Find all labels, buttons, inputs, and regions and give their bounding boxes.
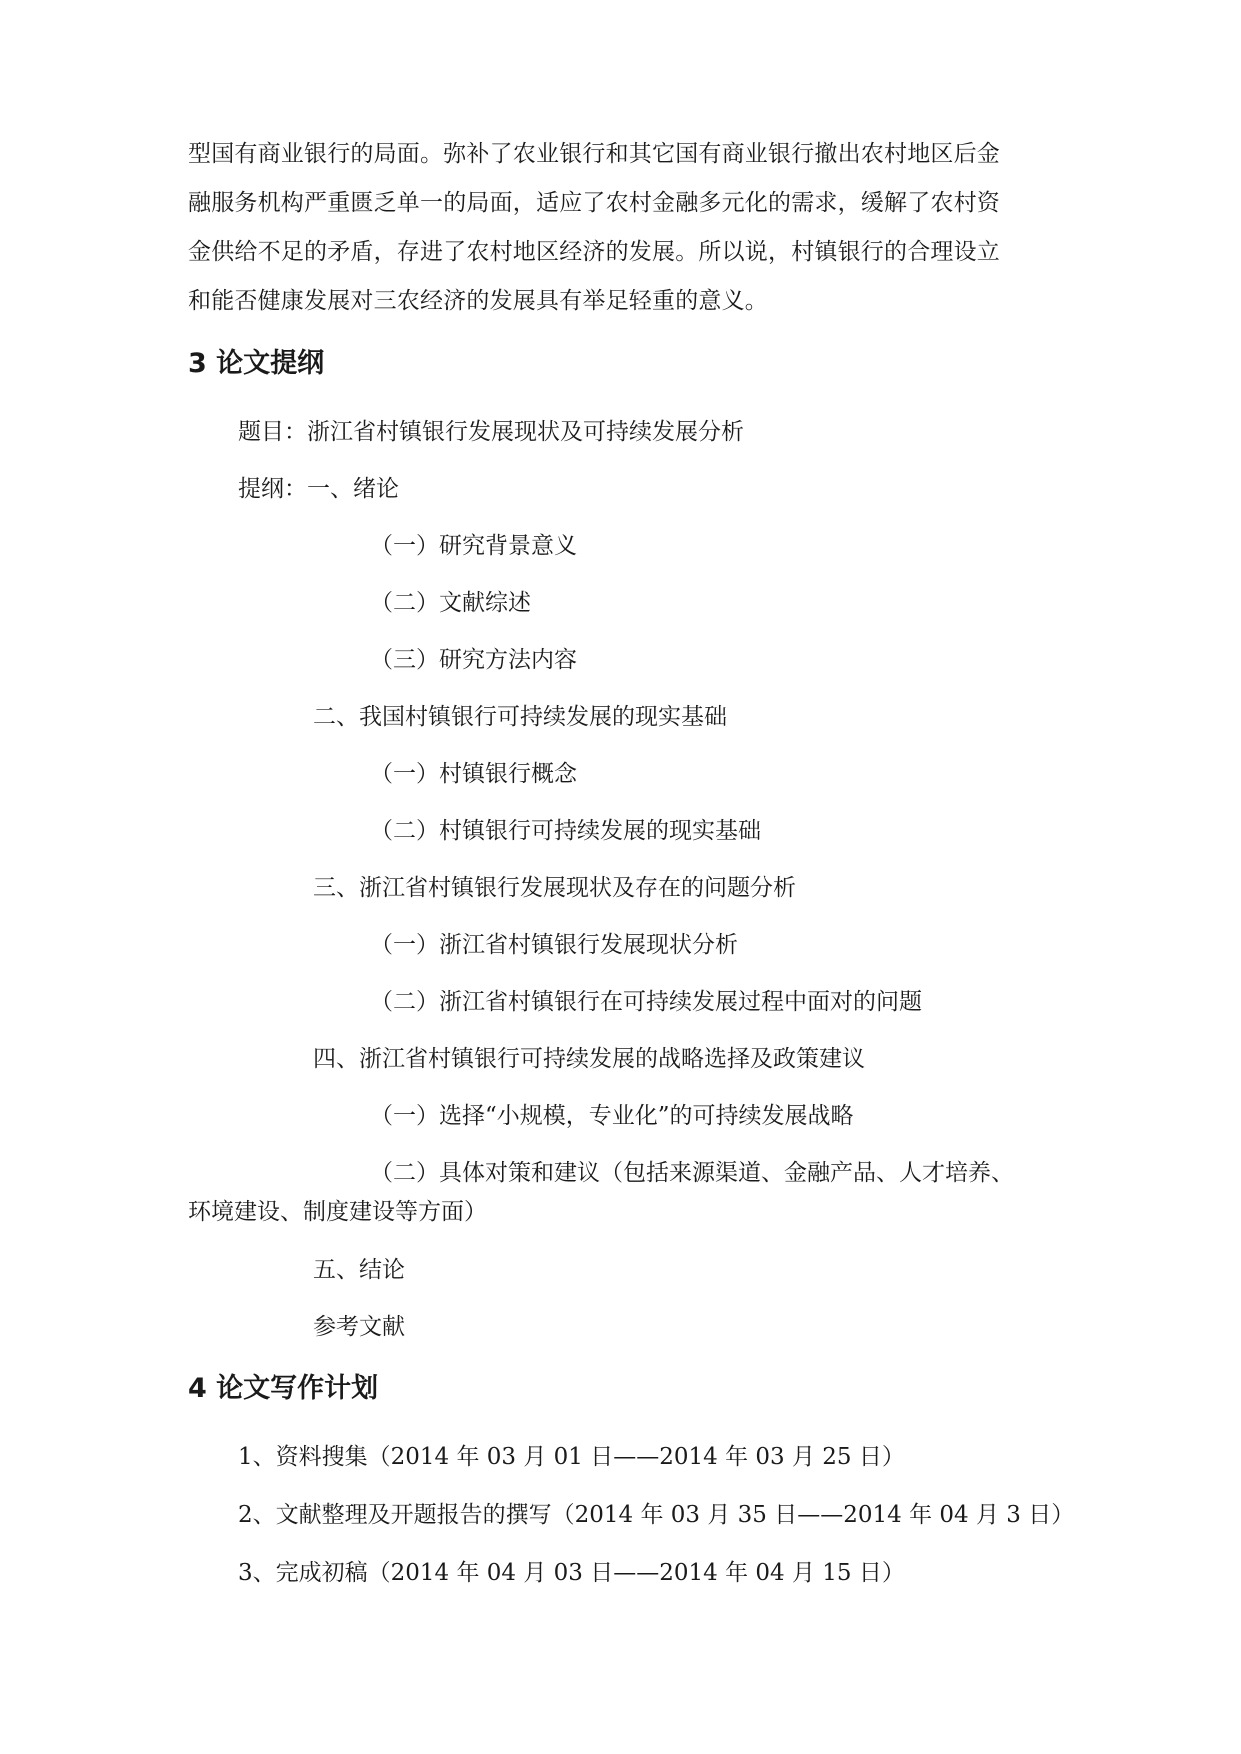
outline-item: 五、结论: [313, 1257, 405, 1283]
plan-item: 2、文献整理及开题报告的撰写（2014 年 03 月 35 日——2014 年 04 月 3 日）: [238, 1502, 1075, 1528]
outline-item: （一）研究背景意义: [370, 533, 577, 559]
thesis-title: 题目：浙江省村镇银行发展现状及可持续发展分析: [238, 419, 744, 445]
outline-item: （一）浙江省村镇银行发展现状分析: [370, 932, 738, 958]
outline-item: （二）村镇银行可持续发展的现实基础: [370, 818, 761, 844]
outline-item: 四、浙江省村镇银行可持续发展的战略选择及政策建议: [313, 1046, 865, 1072]
section-4-heading: 4 论文写作计划: [188, 1373, 379, 1404]
plan-item: 3、完成初稿（2014 年 04 月 03 日——2014 年 04 月 15 日）: [238, 1560, 905, 1586]
outline-item: （二）具体对策和建议（包括来源渠道、金融产品、人才培养、: [370, 1160, 1014, 1186]
intro-line-4: 和能否健康发展对三农经济的发展具有举足轻重的意义。: [188, 288, 768, 314]
outline-item: （一）村镇银行概念: [370, 761, 577, 787]
plan-item: 1、资料搜集（2014 年 03 月 01 日——2014 年 03 月 25 日）: [238, 1444, 905, 1470]
outline-item: （二）文献综述: [370, 590, 531, 616]
outline-item: 三、浙江省村镇银行发展现状及存在的问题分析: [313, 875, 796, 901]
intro-line-1: 型国有商业银行的局面。弥补了农业银行和其它国有商业银行撤出农村地区后金: [188, 141, 1000, 167]
outline-item: 二、我国村镇银行可持续发展的现实基础: [313, 704, 727, 730]
outline-item: 参考文献: [313, 1314, 405, 1340]
section-3-heading: 3 论文提纲: [188, 348, 325, 379]
outline-item-continued: 环境建设、制度建设等方面）: [188, 1199, 487, 1225]
outline-item: （二）浙江省村镇银行在可持续发展过程中面对的问题: [370, 989, 922, 1015]
outline-label: 提纲：一、绪论: [238, 476, 399, 502]
intro-line-2: 融服务机构严重匮乏单一的局面，适应了农村金融多元化的需求，缓解了农村资: [188, 190, 1000, 216]
intro-line-3: 金供给不足的矛盾，存进了农村地区经济的发展。所以说，村镇银行的合理设立: [188, 239, 1000, 265]
outline-item: （一）选择“小规模，专业化”的可持续发展战略: [370, 1103, 854, 1129]
outline-item: （三）研究方法内容: [370, 647, 577, 673]
